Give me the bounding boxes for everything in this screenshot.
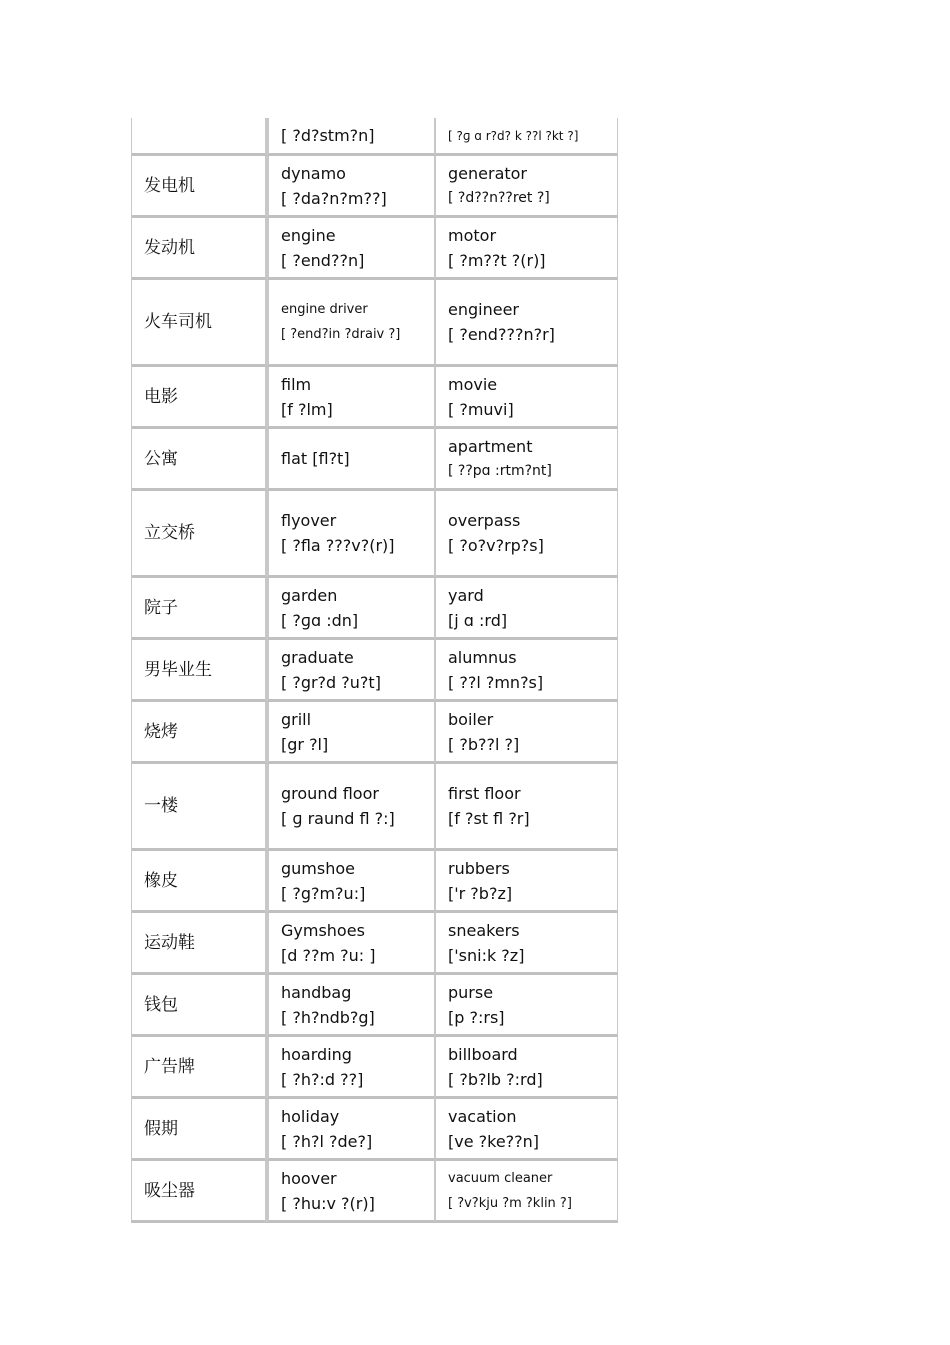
british-term-phonetic: [ ?h?l ?de?] bbox=[281, 1131, 373, 1151]
british-term-word: holiday bbox=[281, 1106, 340, 1126]
table-row bbox=[131, 429, 618, 491]
british-term-cell bbox=[266, 975, 435, 1037]
chinese-term: 公寓 bbox=[144, 448, 178, 469]
american-term-word: boiler bbox=[448, 709, 494, 729]
table-row bbox=[131, 1161, 618, 1223]
chinese-term: 男毕业生 bbox=[144, 659, 212, 680]
british-term-cell bbox=[266, 640, 435, 702]
chinese-term-cell bbox=[131, 367, 266, 429]
british-term-word: gumshoe bbox=[281, 858, 355, 878]
chinese-term: 吸尘器 bbox=[144, 1180, 195, 1201]
american-term-cell bbox=[435, 429, 618, 491]
british-term-phonetic: [ ?da?n?m??] bbox=[281, 188, 387, 208]
british-term-word: graduate bbox=[281, 647, 354, 667]
american-term-word: rubbers bbox=[448, 858, 510, 878]
british-term-phonetic: [d ??m ?u: ] bbox=[281, 945, 376, 965]
chinese-term-cell bbox=[131, 429, 266, 491]
british-term-word: handbag bbox=[281, 982, 352, 1002]
american-term-cell bbox=[435, 1161, 618, 1223]
chinese-term-cell bbox=[131, 702, 266, 764]
british-term-cell bbox=[266, 578, 435, 640]
american-term-phonetic: ['sni:k ?z] bbox=[448, 945, 525, 965]
american-term-cell bbox=[435, 640, 618, 702]
american-term-phonetic: [ ?muvi] bbox=[448, 399, 514, 419]
table-row bbox=[131, 156, 618, 218]
american-term-cell bbox=[435, 156, 618, 218]
american-term-word: first floor bbox=[448, 784, 521, 803]
chinese-term-cell bbox=[131, 578, 266, 640]
american-term-phonetic: [ ?v?kju ?m ?klin ?] bbox=[448, 1195, 572, 1211]
british-term-phonetic: [ ?g?m?u:] bbox=[281, 883, 366, 903]
american-term-cell bbox=[435, 764, 618, 851]
american-term-phonetic: [ ?b?lb ?:rd] bbox=[448, 1069, 543, 1089]
british-term-word: ground floor bbox=[281, 784, 379, 803]
table-row bbox=[131, 118, 618, 156]
american-term-cell bbox=[435, 975, 618, 1037]
chinese-term: 火车司机 bbox=[144, 312, 212, 332]
british-term-word: garden bbox=[281, 585, 338, 605]
chinese-term: 烧烤 bbox=[144, 721, 178, 742]
chinese-term: 运动鞋 bbox=[144, 932, 195, 953]
chinese-term-cell bbox=[131, 118, 266, 156]
british-term-cell bbox=[266, 851, 435, 913]
table-row bbox=[131, 1037, 618, 1099]
american-term-phonetic: [ ?b??l ?] bbox=[448, 734, 520, 754]
table-row bbox=[131, 218, 618, 280]
british-term-phonetic: [ ?h?:d ??] bbox=[281, 1069, 364, 1089]
table-row bbox=[131, 578, 618, 640]
british-term-cell bbox=[266, 429, 435, 491]
table-row bbox=[131, 280, 618, 367]
british-term-cell bbox=[266, 1037, 435, 1099]
table-row bbox=[131, 913, 618, 975]
british-term-word: hoover bbox=[281, 1168, 337, 1188]
chinese-term-cell bbox=[131, 280, 266, 367]
american-term-cell bbox=[435, 118, 618, 156]
british-term-phonetic: [gr ?l] bbox=[281, 734, 329, 754]
chinese-term-cell bbox=[131, 851, 266, 913]
american-term-phonetic: [ ??pɑ :rtm?nt] bbox=[448, 462, 552, 479]
british-term-word: grill bbox=[281, 709, 312, 729]
american-term-cell bbox=[435, 218, 618, 280]
chinese-term: 发动机 bbox=[144, 237, 195, 258]
table-row bbox=[131, 1099, 618, 1161]
chinese-term: 假期 bbox=[144, 1118, 178, 1139]
american-term-word: yard bbox=[448, 585, 484, 605]
chinese-term: 广告牌 bbox=[144, 1056, 195, 1077]
british-term-word: dynamo bbox=[281, 163, 346, 183]
british-term-word: film bbox=[281, 374, 312, 394]
chinese-term: 钱包 bbox=[144, 994, 178, 1015]
american-term-word: motor bbox=[448, 225, 497, 245]
american-term-phonetic: [ve ?ke??n] bbox=[448, 1131, 540, 1151]
british-term-cell bbox=[266, 764, 435, 851]
british-term-word: flat [fl?t] bbox=[281, 449, 350, 468]
american-term-word: alumnus bbox=[448, 647, 517, 667]
american-term-phonetic: [ ?o?v?rp?s] bbox=[448, 536, 544, 555]
chinese-term: 院子 bbox=[144, 597, 178, 618]
american-term-cell bbox=[435, 1037, 618, 1099]
american-term-phonetic: ['r ?b?z] bbox=[448, 883, 513, 903]
table-row bbox=[131, 851, 618, 913]
british-term-cell bbox=[266, 118, 435, 156]
chinese-term-cell bbox=[131, 491, 266, 578]
british-term-cell bbox=[266, 702, 435, 764]
chinese-term: 一楼 bbox=[144, 796, 178, 816]
american-term-word: generator bbox=[448, 163, 528, 183]
american-term-phonetic: [j ɑ :rd] bbox=[448, 610, 508, 630]
american-term-phonetic: [p ?:rs] bbox=[448, 1007, 505, 1027]
british-term-cell bbox=[266, 218, 435, 280]
british-term-word: flyover bbox=[281, 511, 337, 530]
british-term-cell bbox=[266, 156, 435, 218]
british-term-word: Gymshoes bbox=[281, 920, 365, 940]
british-term-phonetic: [ ?gr?d ?u?t] bbox=[281, 672, 381, 692]
table-row bbox=[131, 764, 618, 851]
chinese-term-cell bbox=[131, 1037, 266, 1099]
american-term-cell bbox=[435, 851, 618, 913]
chinese-term-cell bbox=[131, 1099, 266, 1161]
british-term-phonetic: [ ?ɡɑ :dn] bbox=[281, 610, 359, 630]
british-term-cell bbox=[266, 1099, 435, 1161]
american-term-word: billboard bbox=[448, 1044, 518, 1064]
american-term-word: overpass bbox=[448, 511, 521, 530]
british-term-cell bbox=[266, 280, 435, 367]
american-term-cell bbox=[435, 367, 618, 429]
british-term-phonetic: [ ?hu:v ?(r)] bbox=[281, 1193, 375, 1213]
chinese-term-cell bbox=[131, 640, 266, 702]
american-term-word: apartment bbox=[448, 436, 533, 456]
american-term-word: engineer bbox=[448, 300, 519, 319]
american-term-word: movie bbox=[448, 374, 498, 394]
chinese-term: 橡皮 bbox=[144, 870, 178, 891]
british-term-phonetic: [ ?h?ndb?g] bbox=[281, 1007, 375, 1027]
chinese-term: 电影 bbox=[144, 386, 178, 407]
british-term-phonetic: [ ?end?in ?draiv ?] bbox=[281, 327, 401, 342]
table-row bbox=[131, 491, 618, 578]
british-term-cell bbox=[266, 1161, 435, 1223]
british-term-word: hoarding bbox=[281, 1044, 352, 1064]
british-term-cell bbox=[266, 491, 435, 578]
american-term-cell bbox=[435, 280, 618, 367]
american-term-phonetic: [ ?d??n??ret ?] bbox=[448, 189, 550, 206]
american-term-phonetic: [f ?st fl ?r] bbox=[448, 809, 530, 828]
american-term-phonetic: [ ?end???n?r] bbox=[448, 325, 555, 344]
chinese-term-cell bbox=[131, 156, 266, 218]
chinese-term: 立交桥 bbox=[144, 523, 195, 543]
british-term-cell bbox=[266, 913, 435, 975]
table-row bbox=[131, 975, 618, 1037]
british-term-word: engine driver bbox=[281, 302, 368, 317]
american-term-cell bbox=[435, 1099, 618, 1161]
american-term-word: vacuum cleaner bbox=[448, 1170, 553, 1186]
american-term-cell bbox=[435, 491, 618, 578]
british-term-phonetic: [f ?lm] bbox=[281, 399, 333, 419]
british-term-word: engine bbox=[281, 225, 336, 245]
chinese-term-cell bbox=[131, 764, 266, 851]
american-term-word: vacation bbox=[448, 1106, 517, 1126]
american-term-phonetic: [ ?m??t ?(r)] bbox=[448, 250, 546, 270]
american-term-cell bbox=[435, 913, 618, 975]
vocabulary-table bbox=[131, 118, 618, 1223]
british-term-phonetic: [ ?end??n] bbox=[281, 250, 365, 270]
american-term-word: sneakers bbox=[448, 920, 520, 940]
chinese-term-cell bbox=[131, 218, 266, 280]
chinese-term-cell bbox=[131, 975, 266, 1037]
table-row bbox=[131, 367, 618, 429]
british-term-phonetic: [ ?fla ???v?(r)] bbox=[281, 536, 395, 555]
british-term-phonetic: [ ɡ raund fl ?:] bbox=[281, 809, 395, 828]
british-term-phonetic: [ ?d?stm?n] bbox=[281, 126, 375, 145]
american-term-cell bbox=[435, 578, 618, 640]
chinese-term-cell bbox=[131, 1161, 266, 1223]
american-term-word: purse bbox=[448, 982, 494, 1002]
american-term-phonetic: [ ??l ?mn?s] bbox=[448, 672, 544, 692]
american-term-phonetic: [ ?ɡ ɑ r?d? k ??l ?kt ?] bbox=[448, 128, 579, 143]
chinese-term: 发电机 bbox=[144, 175, 195, 196]
table-row bbox=[131, 640, 618, 702]
table-row bbox=[131, 702, 618, 764]
british-term-cell bbox=[266, 367, 435, 429]
chinese-term-cell bbox=[131, 913, 266, 975]
american-term-cell bbox=[435, 702, 618, 764]
